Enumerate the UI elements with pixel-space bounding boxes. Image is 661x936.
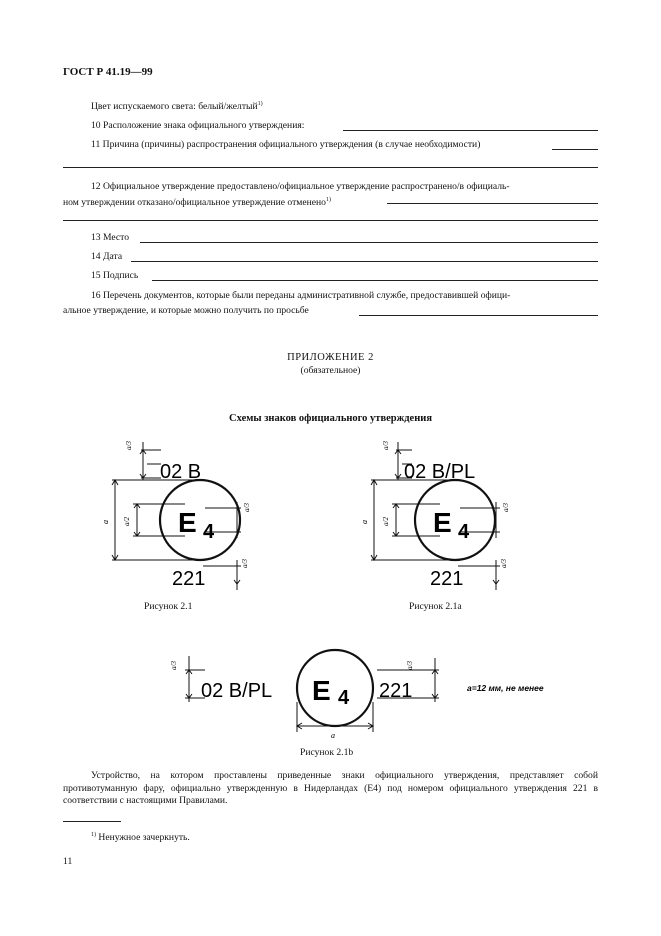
item-16-line1: 16 Перечень документов, которые были переданы административной службе, предоставившей офици- xyxy=(91,290,511,301)
fig1a-caption: Рисунок 2.1а xyxy=(409,601,462,612)
item-12-note: 1) xyxy=(325,197,331,203)
fig1-dim-right: a/3 xyxy=(243,503,251,512)
fig1a-dim-inner: a/2 xyxy=(382,517,390,526)
description-paragraph: Устройство, на котором проставлены приведенные знаки официального утверждения, представляет собой противотуманную фару, официально утвержденную в Нидерландах (Е4) под номером официального утверждения 221 в соответствии с настоящими Правилами. xyxy=(63,770,598,806)
item-10-field[interactable] xyxy=(343,130,598,131)
fig1b-mark-number: 4 xyxy=(338,687,350,709)
fig1b-note: a=12 мм, не менее xyxy=(467,683,544,693)
item-11-field[interactable] xyxy=(552,149,598,150)
fig1b-caption: Рисунок 2.1b xyxy=(300,747,354,758)
item-10-label: 10 Расположение знака официального утверждения: xyxy=(91,120,305,131)
footnote-divider xyxy=(63,821,121,822)
footnote-text: Ненужное зачеркнуть. xyxy=(98,832,190,844)
footnote xyxy=(91,829,190,844)
appendix-heading: Схемы знаков официального утверждения xyxy=(229,413,432,424)
item-12-line2-text: ном утверждении отказано/официальное утверждение отменено xyxy=(63,197,326,209)
item-15-field[interactable] xyxy=(152,280,598,281)
fig1a-dim-top: a/3 xyxy=(382,441,390,450)
item-13-label: 13 Место xyxy=(91,232,130,243)
item-11-label: 11 Причина (причины) распространения официального утверждения (в случае необходимости) xyxy=(91,139,481,150)
footnote-marker: 1) xyxy=(91,832,96,838)
fig1b-approval-number: 221 xyxy=(379,680,413,702)
item-light-color xyxy=(91,98,263,113)
item-12-line2 xyxy=(63,194,331,209)
fig1-approval-number: 221 xyxy=(172,568,206,590)
fig1a-dim-right: a/3 xyxy=(502,503,510,512)
fig1b-dim-right: a/3 xyxy=(406,661,414,670)
item-11-field-cont[interactable] xyxy=(63,167,598,168)
fig1-dim-top: a/3 xyxy=(125,441,133,450)
fig1-top-code: 02 B xyxy=(160,461,202,483)
fig1-dim-bottom: a/3 xyxy=(241,559,249,568)
item-13-field[interactable] xyxy=(140,242,598,243)
figure-2-1b xyxy=(155,640,575,746)
item-12-line1: 12 Официальное утверждение предоставлено/официальное утверждение распространено/в официаль- xyxy=(91,181,510,192)
item-15-label: 15 Подпись xyxy=(91,270,139,281)
item-light-color-note: 1) xyxy=(257,101,263,107)
fig1b-dim-width: a xyxy=(331,731,335,740)
item-16-field[interactable] xyxy=(359,315,598,316)
fig1a-dim-outer: a xyxy=(360,520,369,524)
fig1b-mark-letter: E xyxy=(312,675,331,706)
fig1a-approval-number: 221 xyxy=(430,568,464,590)
item-16-line2: альное утверждение, и которые можно получить по просьбе xyxy=(63,305,309,316)
fig1-dim-inner: a/2 xyxy=(123,517,131,526)
appendix-title: ПРИЛОЖЕНИЕ 2 xyxy=(287,352,374,363)
fig1-caption: Рисунок 2.1 xyxy=(144,601,193,612)
item-12-field[interactable] xyxy=(387,203,598,204)
fig1a-dim-bottom: a/3 xyxy=(500,559,508,568)
document-code: ГОСТ Р 41.19—99 xyxy=(63,66,153,78)
item-14-field[interactable] xyxy=(131,261,598,262)
fig1b-dim-left: a/3 xyxy=(170,661,178,670)
page-number: 11 xyxy=(63,856,73,867)
figure-2-1 xyxy=(95,440,255,598)
fig1a-mark-letter: E xyxy=(433,507,452,538)
item-light-color-text: Цвет испускаемого света: белый/желтый xyxy=(91,101,258,113)
fig1-mark-letter: E xyxy=(178,507,197,538)
item-12-field-cont[interactable] xyxy=(63,220,598,221)
fig1a-mark-number: 4 xyxy=(458,521,470,543)
fig1b-left-code: 02 B/PL xyxy=(201,680,273,702)
fig1-dim-outer: a xyxy=(101,520,110,524)
figure-2-1a xyxy=(360,440,520,598)
fig1a-top-code: 02 B/PL xyxy=(404,461,476,483)
fig1-mark-number: 4 xyxy=(203,521,215,543)
item-14-label: 14 Дата xyxy=(91,251,123,262)
appendix-subtitle: (обязательное) xyxy=(300,365,361,376)
